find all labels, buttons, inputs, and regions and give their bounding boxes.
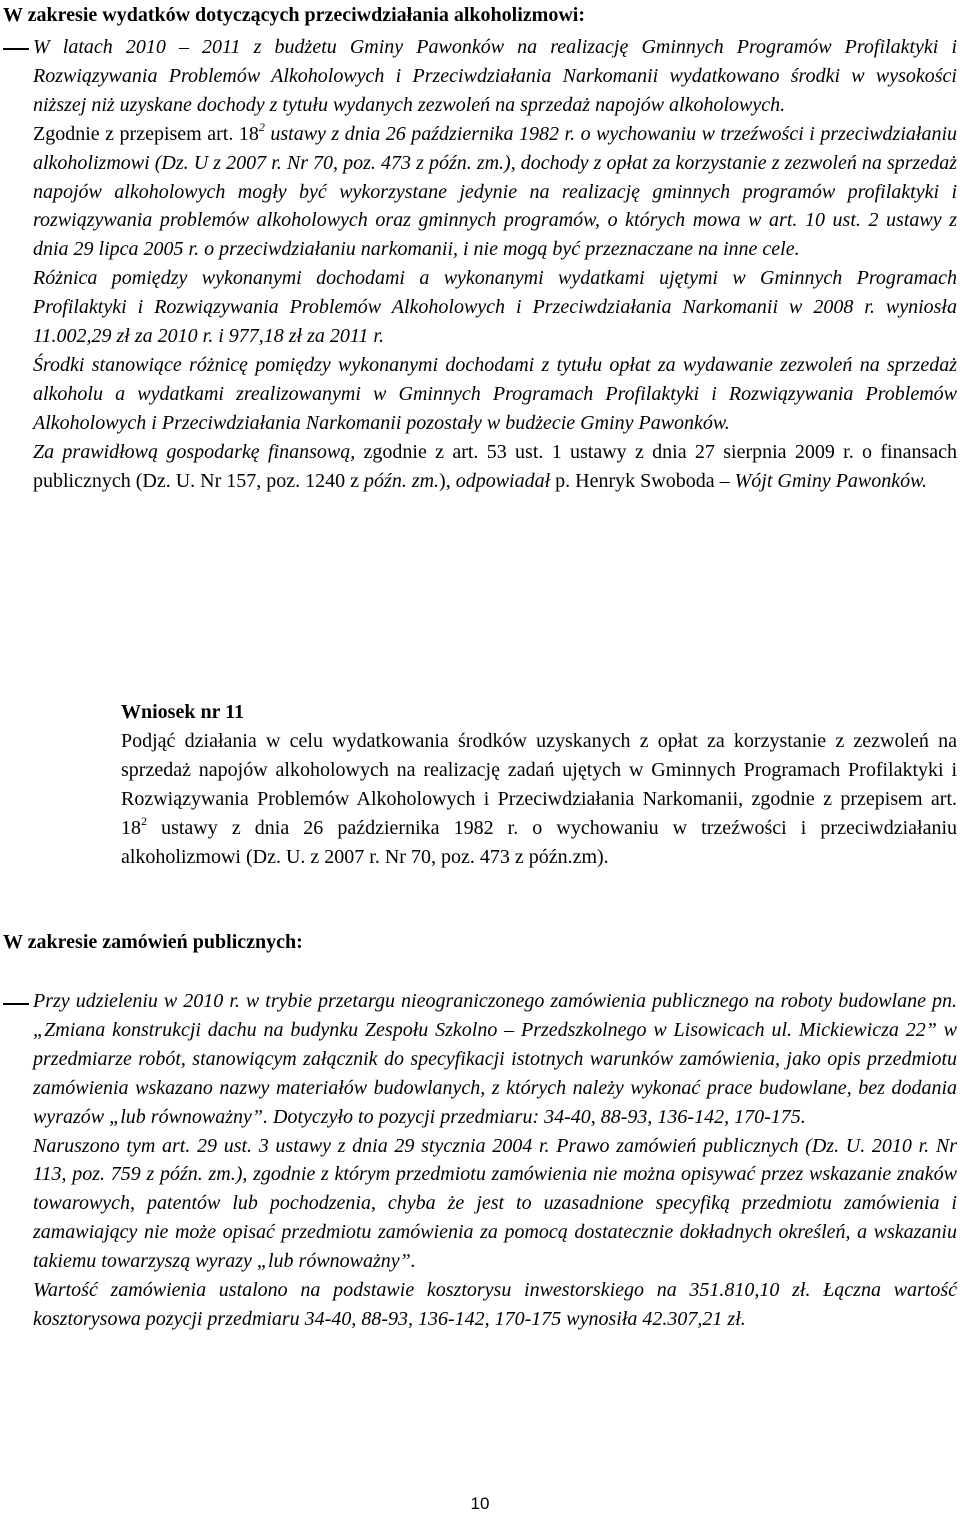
recommendation-body-rest: ustawy z dnia 26 października 1982 r. o wychowaniu w trzeźwości i przeciwdziałaniu alkoholizmowi (Dz. U. z 2007 r. Nr 70, poz. 473 z późn.zm). [121, 816, 957, 868]
paragraph-difference: Różnica pomiędzy wykonanymi dochodami a wykonanymi wydatkami ujętymi w Gminnych Programach Profilaktyki i Rozwiązywania Problemów Alkoholowych i Przeciwdziałania Narkomanii w 2008 r. wyniosła 11.002,29 zł za 2010 r. i 977,18 zł za 2011 r. [33, 267, 957, 348]
responsibility-paren: ), [439, 469, 456, 492]
responsibility-lead: Za prawidłową gospodarkę finansową, [33, 440, 356, 463]
responsibility-role: Wójt Gminy Pawonków. [734, 469, 927, 492]
paragraph-violation: Naruszono tym art. 29 ust. 3 ustawy z dnia 29 stycznia 2004 r. Prawo zamówień publicznych (Dz. U. 2010 r. Nr 113, poz. 759 z późn. zm.), zgodnie z którym przedmiotu zamówienia nie można opisywać przez wskazanie znaków towarowych, patentów lub pochodzenia, chyba że jest to uzasadnione specyfiką przedmiotu zamówienia i zamawiający nie może opisać przedmiotu zamówienia za pomocą dostatecznie dokładnych określeń, a wskazaniu takiemu towarzyszą wyrazy „lub równoważny”. [33, 1134, 957, 1273]
legal-basis-start: Zgodnie z przepisem art. 18 [33, 122, 259, 145]
paragraph-remaining-funds: Środki stanowiące różnicę pomiędzy wykonanymi dochodami z tytułu opłat za wydawanie zezwoleń na sprzedaż alkoholu a wydatkami zrealizowanymi w Gminnych Programach Profilaktyki i Rozwiązywania Problemów Alkoholowych i Przeciwdziałania Narkomanii pozostały w budżecie Gminy Pawonków. [33, 353, 957, 434]
responsibility-law: zgodnie z art. 53 ust. 1 ustawy z dnia 27 sierpnia 2009 r. o finansach publicznych (Dz. U. Nr 157, poz. 1240 z [33, 440, 957, 492]
superscript: 2 [141, 813, 147, 828]
section-heading-alcohol: W zakresie wydatków dotyczących przeciwdziałania alkoholizmowi: [3, 4, 585, 26]
page-number: 10 [470, 1494, 490, 1513]
recommendation-title: Wniosek nr 11 [121, 701, 244, 723]
responsibility-verb: odpowiadał [455, 469, 551, 492]
responsibility-person: p. Henryk Swoboda – [550, 469, 735, 492]
paragraph-responsibility [33, 438, 957, 496]
paragraph-tender: Przy udzieleniu w 2010 r. w trybie przetargu nieograniczonego zamówienia publicznego na roboty budowlane pn. „Zmiana konstrukcji dachu na budynku Zespołu Szkolno – Przedszkolnego w Lisowicach ul. Mickiewicza 22” w przedmiarze robót, stanowiącym załącznik do specyfikacji istotnych warunków zamówienia, jako opis przedmiotu zamówienia wskazano nazwy materiałów budowlanych, z których należy wykonać prace budowlane, bez dodania wyrazów „lub równoważny”. Dotyczyło to pozycji przedmiaru: 34-40, 88-93, 136-142, 170-175. [33, 990, 957, 1128]
bullet-dash [3, 1003, 29, 1005]
paragraph-expenditure: W latach 2010 – 2011 z budżetu Gminy Pawonków na realizację Gminnych Programów Profilaktyki i Rozwiązywania Problemów Alkoholowych i Przeciwdziałania Narkomanii wydatkowano środki w wysokości niższej niż uzyskane dochody z tytułu wydanych zezwoleń na sprzedaż napojów alkoholowych. [33, 36, 957, 116]
recommendation-body [121, 727, 957, 872]
section-heading-procurement: W zakresie zamówień publicznych: [3, 931, 303, 953]
section1-body [33, 33, 957, 496]
recommendation-block [121, 698, 957, 871]
paragraph-legal-basis [33, 120, 957, 265]
responsibility-abbrev: późn. zm. [364, 469, 440, 492]
superscript: 2 [258, 119, 265, 134]
recommendation-body-start: Podjąć działania w celu wydatkowania środków uzyskanych z opłat za korzystanie z zezwoleń na sprzedaż napojów alkoholowych na realizację zadań ujętych w Gminnych Programach Profilaktyki i Rozwiązywania Problemów Alkoholowych i Przeciwdziałania Narkomanii, zgodnie z przepisem art. 18 [121, 729, 957, 839]
legal-basis-rest: ustawy z dnia 26 października 1982 r. o wychowaniu w trzeźwości i przeciwdziałaniu alkoholizmowi (Dz. U z 2007 r. Nr 70, poz. 473 z późn. zm.), dochody z opłat za korzystanie z zezwoleń na sprzedaż napojów alkoholowych mogły być wykorzystane jedynie na realizację gminnych programów profilaktyki i rozwiązywania problemów alkoholowych oraz gminnych programów, o których mowa w art. 10 ust. 2 ustawy z dnia 29 lipca 2005 r. o przeciwdziałaniu narkomanii, i nie mogą być przeznaczane na inne cele. [33, 122, 958, 261]
bullet-dash [3, 48, 29, 50]
section2-body [33, 987, 957, 1334]
paragraph-value: Wartość zamówienia ustalono na podstawie kosztorysu inwestorskiego na 351.810,10 zł. Łączna wartość kosztorysowa pozycji przedmiaru 34-40, 88-93, 136-142, 170-175 wynosiła 42.307,21 zł. [33, 1279, 957, 1330]
